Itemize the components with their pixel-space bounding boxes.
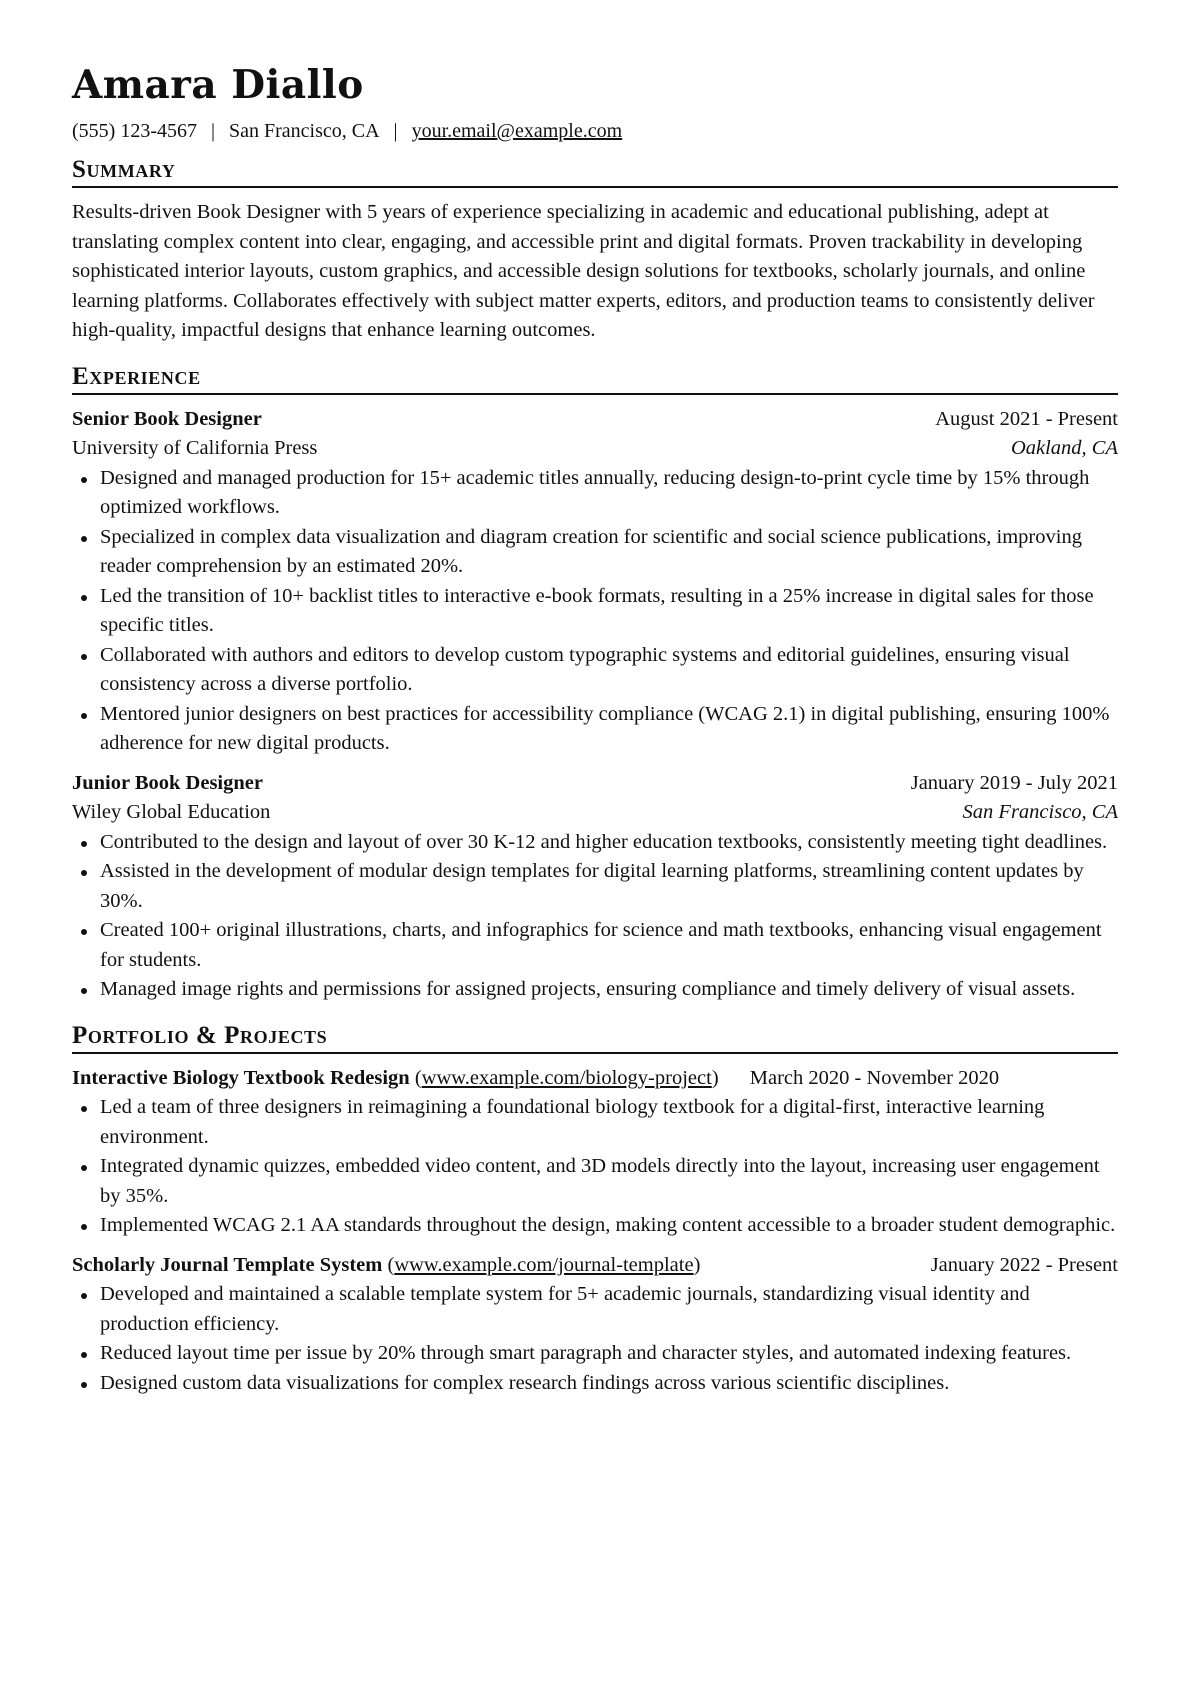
project-entry <box>72 1064 1118 1241</box>
bullet-item: Specialized in complex data visualization and diagram creation for scientific and social science publications, improving reader comprehension by an estimated 20%. <box>72 523 1118 582</box>
job-subheader <box>72 434 1118 464</box>
bullet-item: Managed image rights and permissions for assigned projects, ensuring compliance and timely delivery of visual assets. <box>72 975 1118 1005</box>
job-header <box>72 769 1118 799</box>
project-title: Scholarly Journal Template System <box>72 1253 383 1276</box>
candidate-name: Amara Diallo <box>72 62 364 108</box>
project-link[interactable]: www.example.com/biology-project <box>421 1066 712 1089</box>
project-bullets <box>72 1280 1118 1398</box>
location: San Francisco, CA <box>229 120 380 142</box>
bullet-item: Contributed to the design and layout of over 30 K-12 and higher education textbooks, consistently meeting tight deadlines. <box>72 828 1118 858</box>
bullet-item: Developed and maintained a scalable template system for 5+ academic journals, standardizing visual identity and production efficiency. <box>72 1280 1118 1339</box>
bullet-item: Led a team of three designers in reimagining a foundational biology textbook for a digital-first, interactive learning environment. <box>72 1093 1118 1152</box>
project-dates: January 2022 - Present <box>930 1253 1118 1276</box>
experience-heading: Experience <box>72 364 1118 395</box>
project-entry <box>72 1251 1118 1399</box>
job-title: Junior Book Designer <box>72 771 263 794</box>
separator: | <box>393 120 398 142</box>
job-bullets <box>72 464 1118 759</box>
job-header <box>72 405 1118 435</box>
bullet-item: Designed and managed production for 15+ academic titles annually, reducing design-to-print cycle time by 15% through optimized workflows. <box>72 464 1118 523</box>
separator: | <box>210 120 215 142</box>
phone-number: (555) 123-4567 <box>72 120 197 142</box>
contact-line <box>72 121 1118 141</box>
bullet-item: Led the transition of 10+ backlist titles to interactive e-book formats, resulting in a 25% increase in digital sales for those specific titles. <box>72 582 1118 641</box>
bullet-item: Assisted in the development of modular design templates for digital learning platforms, streamlining content updates by 30%. <box>72 857 1118 916</box>
job-location: Oakland, CA <box>1010 437 1118 459</box>
job-title: Senior Book Designer <box>72 407 262 430</box>
bullet-item: Reduced layout time per issue by 20% through smart paragraph and character styles, and automated indexing features. <box>72 1339 1118 1369</box>
job-bullets <box>72 828 1118 1005</box>
bullet-item: Collaborated with authors and editors to develop custom typographic systems and editorial guidelines, ensuring visual consistency across a diverse portfolio. <box>72 641 1118 700</box>
project-header: Scholarly Journal Template System (www.example.com/journal-template) January 2022 - Present <box>72 1251 1118 1281</box>
project-dates: March 2020 - November 2020 <box>749 1066 1000 1089</box>
job-dates: January 2019 - July 2021 <box>910 771 1118 794</box>
project-link[interactable]: www.example.com/journal-template <box>394 1253 694 1276</box>
bullet-item: Integrated dynamic quizzes, embedded video content, and 3D models directly into the layout, increasing user engagement by 35%. <box>72 1152 1118 1211</box>
project-header: Interactive Biology Textbook Redesign (www.example.com/biology-project) March 2020 - November 2020 <box>72 1066 1000 1089</box>
bullet-item: Designed custom data visualizations for complex research findings across various scientific disciplines. <box>72 1369 1118 1399</box>
bullet-item: Mentored junior designers on best practices for accessibility compliance (WCAG 2.1) in digital publishing, ensuring 100% adherence for new digital products. <box>72 700 1118 759</box>
company-name: University of California Press <box>72 437 318 459</box>
job-entry <box>72 405 1118 759</box>
projects-heading: Portfolio & Projects <box>72 1023 1118 1054</box>
job-location: San Francisco, CA <box>962 801 1118 823</box>
project-bullets <box>72 1093 1118 1241</box>
summary-text: Results-driven Book Designer with 5 years of experience specializing in academic and educational publishing, adept at translating complex content into clear, engaging, and accessible print and digital formats. Proven trackability in developing sophisticated interior layouts, custom graphics, and accessible design solutions for textbooks, scholarly journals, and online learning platforms. Collaborates effectively with subject matter experts, editors, and production teams to consistently deliver high-quality, impactful designs that enhance learning outcomes. <box>72 201 1095 341</box>
project-title: Interactive Biology Textbook Redesign <box>72 1066 410 1089</box>
job-entry <box>72 769 1118 1005</box>
company-name: Wiley Global Education <box>72 801 271 823</box>
email-link[interactable]: your.email@example.com <box>411 120 623 142</box>
job-subheader <box>72 798 1118 828</box>
job-dates: August 2021 - Present <box>935 407 1118 430</box>
bullet-item: Created 100+ original illustrations, charts, and infographics for science and math textbooks, enhancing visual engagement for students. <box>72 916 1118 975</box>
bullet-item: Implemented WCAG 2.1 AA standards throughout the design, making content accessible to a broader student demographic. <box>72 1211 1118 1241</box>
summary-heading: Summary <box>72 157 1118 188</box>
